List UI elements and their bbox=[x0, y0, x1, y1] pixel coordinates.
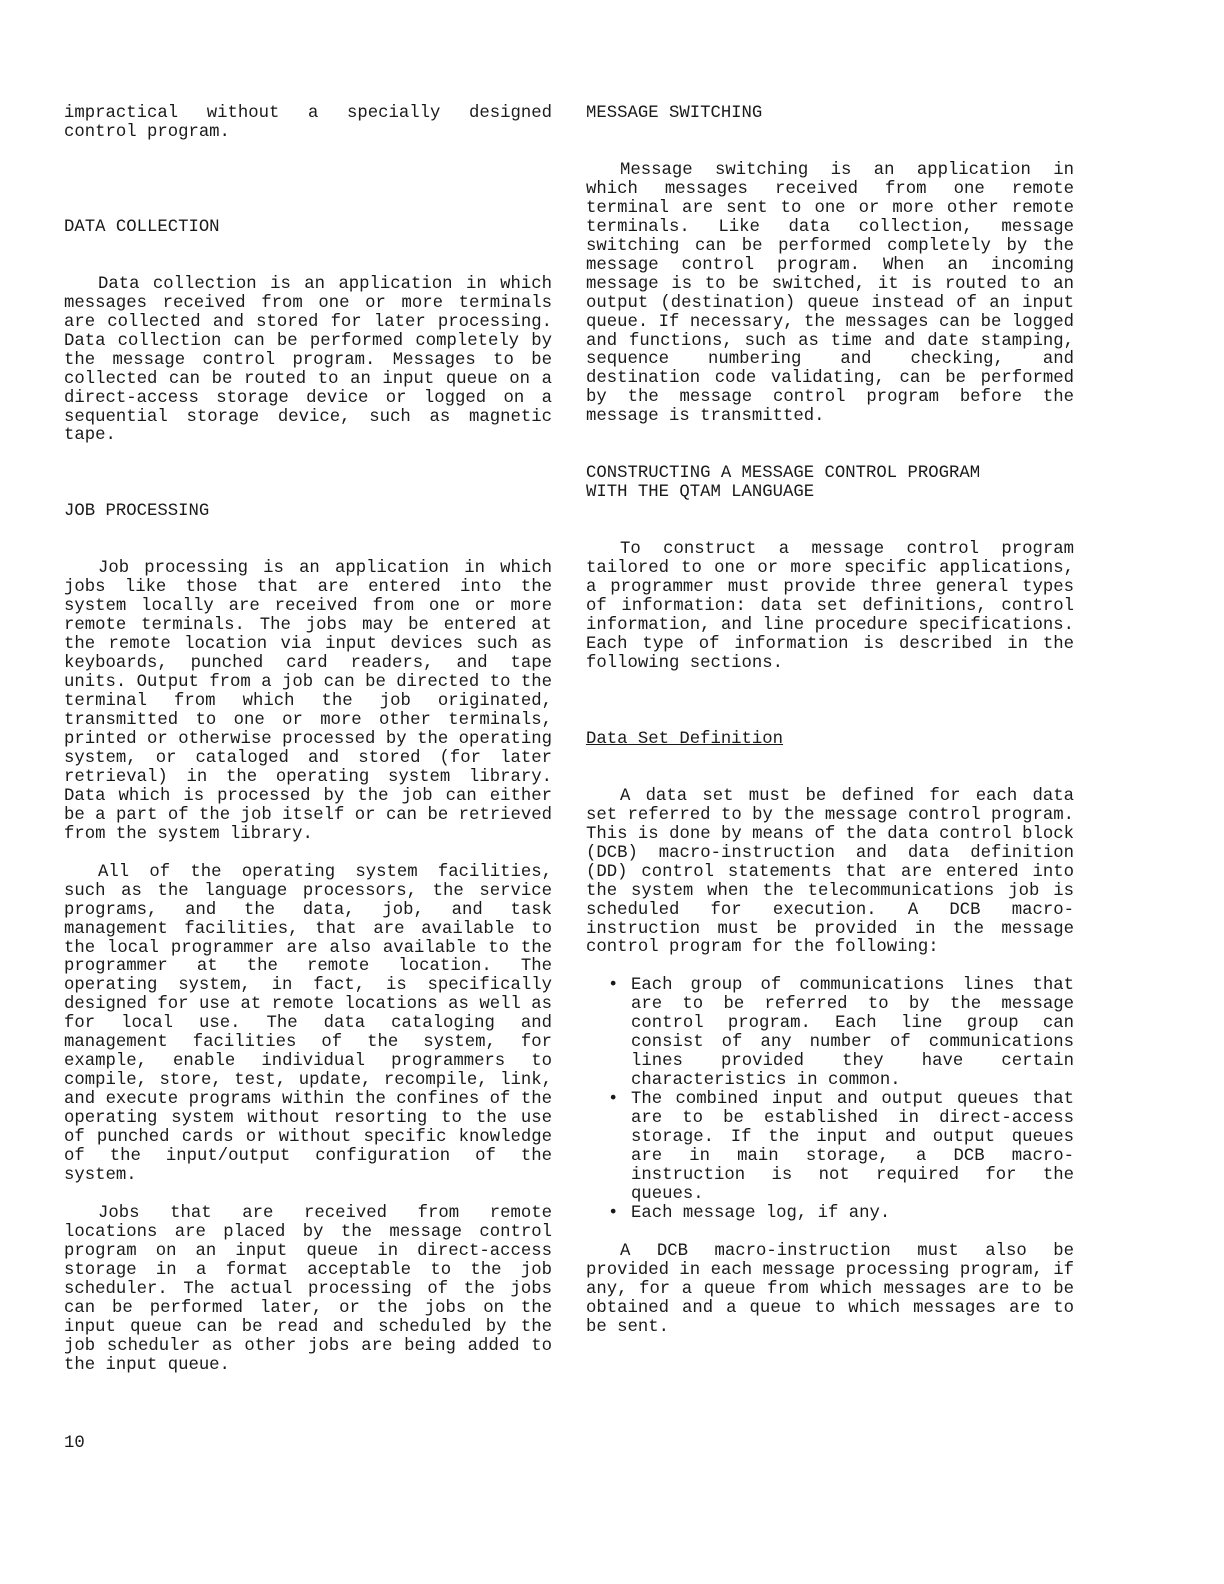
job-processing-paragraph-1: Job processing is an application in which jobs like those that are entered into the system locally are received from one or more remote terminals. The jobs may be entered at the remote location via input devices such as keyboards, punched card readers, and tape units. Output from a job can be directed to the terminal from which the job originated, transmitted to one or more other terminals, printed or otherwise processed by the operating system, or cataloged and stored (for later retrieval) in the operating system library. Data which is processed by the job can either be a part of the job itself or can be retrieved from the system library. bbox=[64, 559, 552, 844]
page-number: 10 bbox=[64, 1434, 85, 1453]
bullet-icon: • bbox=[608, 1090, 619, 1110]
data-collection-heading: DATA COLLECTION bbox=[64, 217, 220, 237]
data-set-definition-heading: Data Set Definition bbox=[586, 729, 784, 749]
data-collection-paragraph: Data collection is an application in which messages received from one or more terminals are collected and stored for later processing. Data collection can be performed completely by the message control program. Messages to be collected can be routed to an input queue on a direct-access storage device or logged on a sequential storage device, such as magnetic tape. bbox=[64, 274, 552, 446]
list-item bbox=[586, 1091, 1074, 1205]
data-set-definition-paragraph-2: A DCB macro-instruction must also be provided in each message processing program, if any, for a queue from which messages are to be obtained and a queue to which messages are to be sent. bbox=[586, 1241, 1074, 1337]
list-item-text: Each group of communications lines that are to be referred to by the message control program. Each line group can consist of any number of communications lines provided they have certain characteristics in common. bbox=[631, 976, 1074, 1091]
constructing-paragraph: To construct a message control program tailored to one or more specific applications, a programmer must provide three general types of information: data set definitions, control information, and line procedure specifications. Each type of information is described in the following sections. bbox=[586, 540, 1074, 673]
list-item-text: Each message log, if any. bbox=[631, 1203, 891, 1223]
list-item bbox=[586, 1205, 1074, 1224]
bullet-icon: • bbox=[608, 976, 619, 996]
right-column bbox=[586, 105, 1074, 1338]
constructing-heading-line-1: CONSTRUCTING A MESSAGE CONTROL PROGRAM bbox=[586, 464, 981, 484]
message-switching-heading: MESSAGE SWITCHING bbox=[586, 104, 763, 123]
data-set-definition-paragraph-1: A data set must be defined for each data set referred to by the message control program. This is done by means of the data control block (DCB) macro-instruction and data definition (DD) control statements that are entered into the system when the telecommunications job is scheduled for execution. A DCB macro-instruction must be provided in the message control program for the following: bbox=[586, 786, 1074, 958]
list-item-text: The combined input and output queues that are to be established in direct-access storage. If the input and output queues are in main storage, a DCB macro-instruction is not required for the queues. bbox=[631, 1090, 1074, 1204]
dcb-requirements-list bbox=[586, 977, 1074, 1223]
left-column bbox=[64, 105, 552, 1375]
intro-fragment: impractical without a specially designed control program. bbox=[64, 104, 552, 142]
constructing-heading-line-2: WITH THE QTAM LANGUAGE bbox=[586, 483, 815, 503]
message-switching-paragraph: Message switching is an application in which messages received from one remote terminal are sent to one or more other remote terminals. Like data collection, message switching can be performed completely by the message control program. When an incoming message is to be switched, it is routed to an output (destination) queue instead of an input queue. If necessary, the messages can be logged and functions, such as time and date stamping, sequence numbering and checking, and destination code validating, can be performed by the message control program before the message is transmitted. bbox=[586, 160, 1074, 427]
job-processing-paragraph-3: Jobs that are received from remote locations are placed by the message control program on an input queue in direct-access storage in a format acceptable to the job scheduler. The actual processing of the jobs can be performed later, or the jobs on the input queue can be read and scheduled by the job scheduler as other jobs are being added to the input queue. bbox=[64, 1203, 552, 1375]
job-processing-paragraph-2: All of the operating system facilities, such as the language processors, the service programs, and the data, job, and task management facilities, that are available to the local programmer are also available to the programmer at the remote location. The operating system, in fact, is specifically designed for use at remote locations as well as for local use. The data cataloging and management facilities of the system, for example, enable individual programmers to compile, store, test, update, recompile, link, and execute programs within the confines of the operating system without resorting to the use of punched cards or without specific knowledge of the input/output configuration of the system. bbox=[64, 862, 552, 1185]
job-processing-heading: JOB PROCESSING bbox=[64, 502, 210, 522]
bullet-icon: • bbox=[608, 1203, 619, 1223]
list-item bbox=[586, 977, 1074, 1091]
